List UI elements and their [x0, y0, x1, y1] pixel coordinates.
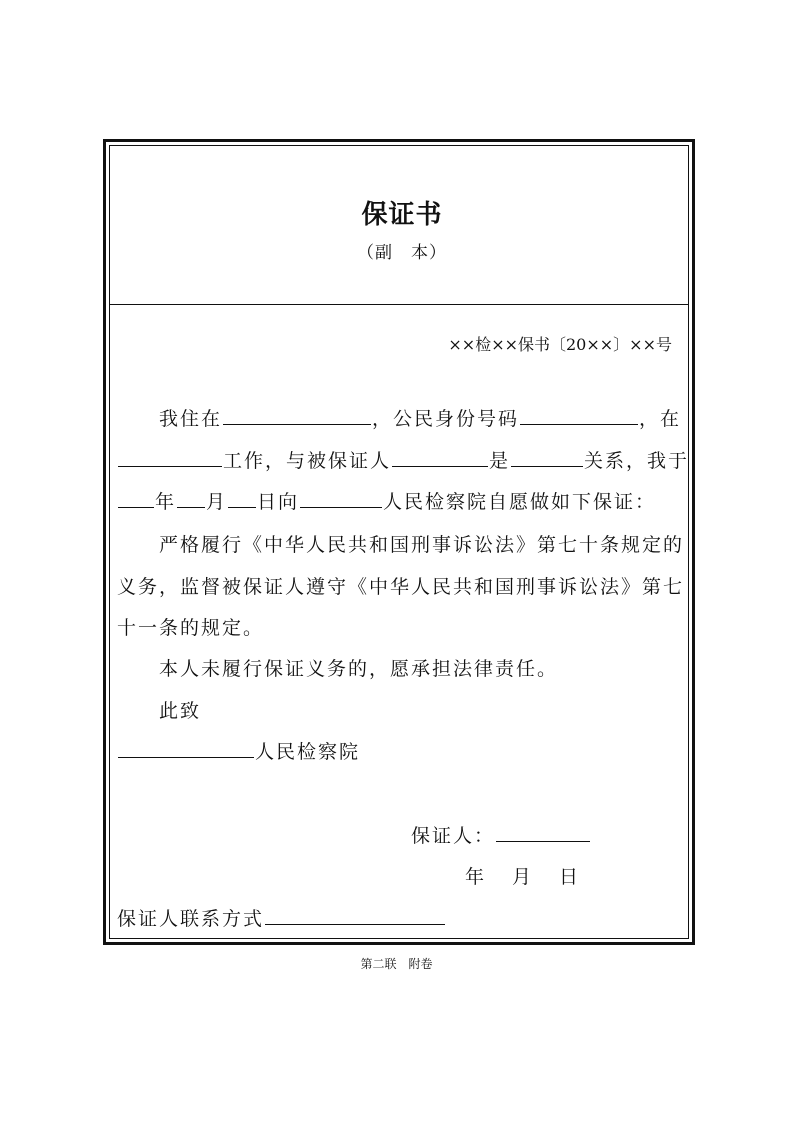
- text-day-to: 日向: [257, 491, 300, 513]
- guarantor-signature-line: [411, 821, 591, 848]
- signature-date: [465, 862, 578, 889]
- text-residence-label: 我住在: [159, 408, 223, 430]
- recipient-procuratorate-blank[interactable]: [118, 737, 254, 758]
- relationship-blank[interactable]: [511, 446, 583, 467]
- salutation: 此致: [159, 700, 202, 722]
- document-subtitle: （副 本）: [357, 243, 447, 263]
- text-id-label: ，公民身份号码: [372, 408, 520, 430]
- date-year-label: 年: [465, 866, 485, 888]
- text-at-label: ，在: [639, 408, 682, 430]
- id-number-blank[interactable]: [520, 404, 638, 425]
- body-line-5: 义务，监督被保证人遵守《中华人民共和国刑事诉讼法》第七: [117, 576, 685, 598]
- guarantor-label: 保证人：: [411, 825, 496, 847]
- document-frame-inner: [109, 145, 689, 939]
- text-relation-label: 关系，我于: [584, 450, 690, 472]
- body-line-6: 十一条的规定。: [117, 617, 265, 639]
- body-line-1: [159, 404, 681, 431]
- date-month-label: 月: [512, 866, 532, 888]
- header-divider: [110, 304, 688, 305]
- recipient-line: [117, 737, 360, 764]
- procuratorate-blank[interactable]: [300, 487, 382, 508]
- contact-blank[interactable]: [265, 904, 445, 925]
- document-frame: [103, 139, 695, 945]
- contact-line: [117, 904, 446, 931]
- text-month: 月: [206, 491, 228, 513]
- month-blank[interactable]: [177, 487, 205, 508]
- year-blank[interactable]: [118, 487, 154, 508]
- document-number: ××检××保书〔20××〕××号: [448, 335, 672, 354]
- text-work-label: 工作，与被保证人: [223, 450, 392, 472]
- document-title: 保证书: [361, 200, 443, 230]
- body-line-4: 严格履行《中华人民共和国刑事诉讼法》第七十条规定的: [159, 534, 685, 556]
- text-is-label: 是: [489, 450, 511, 472]
- guarantor-signature-blank[interactable]: [496, 821, 590, 842]
- text-year: 年: [155, 491, 177, 513]
- body-line-2: [117, 446, 689, 473]
- recipient-procuratorate-label: 人民检察院: [255, 741, 361, 763]
- day-blank[interactable]: [228, 487, 256, 508]
- text-procuratorate-pledge: 人民检察院自愿做如下保证：: [383, 491, 657, 513]
- workplace-blank[interactable]: [118, 446, 222, 467]
- contact-label: 保证人联系方式: [117, 908, 265, 930]
- body-line-7: 本人未履行保证义务的，愿承担法律责任。: [159, 658, 559, 680]
- date-day-label: 日: [559, 866, 579, 888]
- body-line-3: [117, 487, 656, 514]
- guaranteed-person-blank[interactable]: [392, 446, 488, 467]
- residence-blank[interactable]: [223, 404, 371, 425]
- page-footer: 第二联 附卷: [360, 957, 433, 971]
